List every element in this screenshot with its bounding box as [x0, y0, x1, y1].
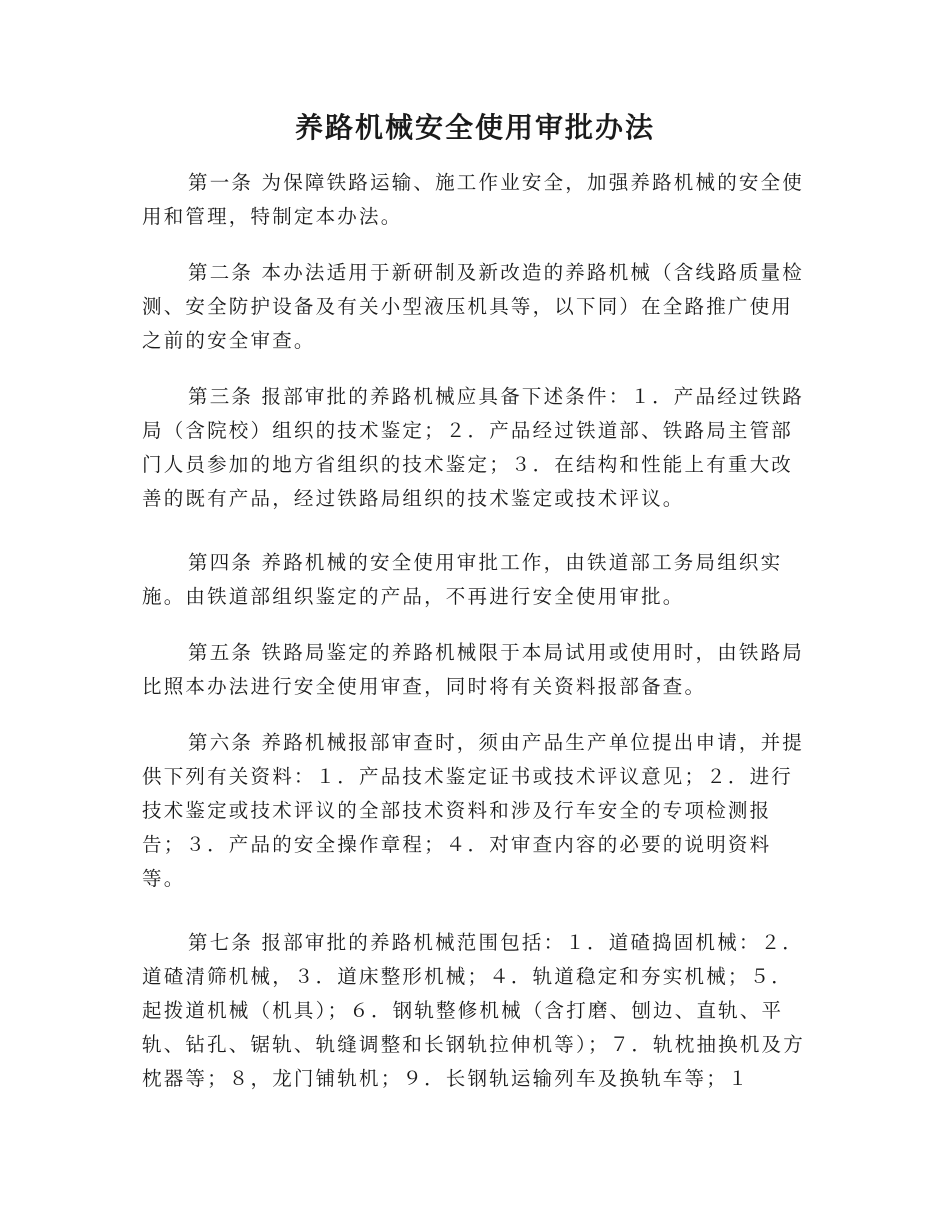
article-4: 第四条 养路机械的安全使用审批工作，由铁道部工务局组织实施。由铁道部组织鉴定的产品，不再进行安全使用审批。 [142, 551, 783, 608]
article-7: 第七条 报部审批的养路机械范围包括：１．道碴捣固机械：２．道碴清筛机械，３．道床整形机械；４．轨道稳定和夯实机械；５．起拨道机械（机具）；６．钢轨整修机械（含打磨、刨边、直轨、平轨、钻孔、锯轨、轨缝调整和长钢轨拉伸机等）；７．轨枕抽换机及方枕器等；８，龙门铺轨机；９．长钢轨运输列车及换轨车等；１ [142, 931, 805, 1090]
article-1: 第一条 为保障铁路运输、施工作业安全，加强养路机械的安全使用和管理，特制定本办法。 [142, 171, 804, 228]
article-2: 第二条 本办法适用于新研制及新改造的养路机械（含线路质量检测、安全防护设备及有关小型液压机具等，以下同）在全路推广使用之前的安全审查。 [142, 261, 804, 352]
article-3: 第三条 报部审批的养路机械应具备下述条件：１．产品经过铁路局（含院校）组织的技术鉴定；２．产品经过铁道部、铁路局主管部门人员参加的地方省组织的技术鉴定；３．在结构和性能上有重大改善的既有产品，经过铁路局组织的技术鉴定或技术评议。 [142, 385, 804, 510]
article-5: 第五条 铁路局鉴定的养路机械限于本局试用或使用时，由铁路局比照本办法进行安全使用审查，同时将有关资料报部备查。 [142, 641, 804, 698]
article-6: 第六条 养路机械报部审查时，须由产品生产单位提出申请，并提供下列有关资料：１．产品技术鉴定证书或技术评议意见；２．进行技术鉴定或技术评议的全部技术资料和涉及行车安全的专项检测报告；３．产品的安全操作章程；４．对审查内容的必要的说明资料等。 [142, 731, 804, 890]
document-title: 养路机械安全使用审批办法 [294, 111, 655, 144]
